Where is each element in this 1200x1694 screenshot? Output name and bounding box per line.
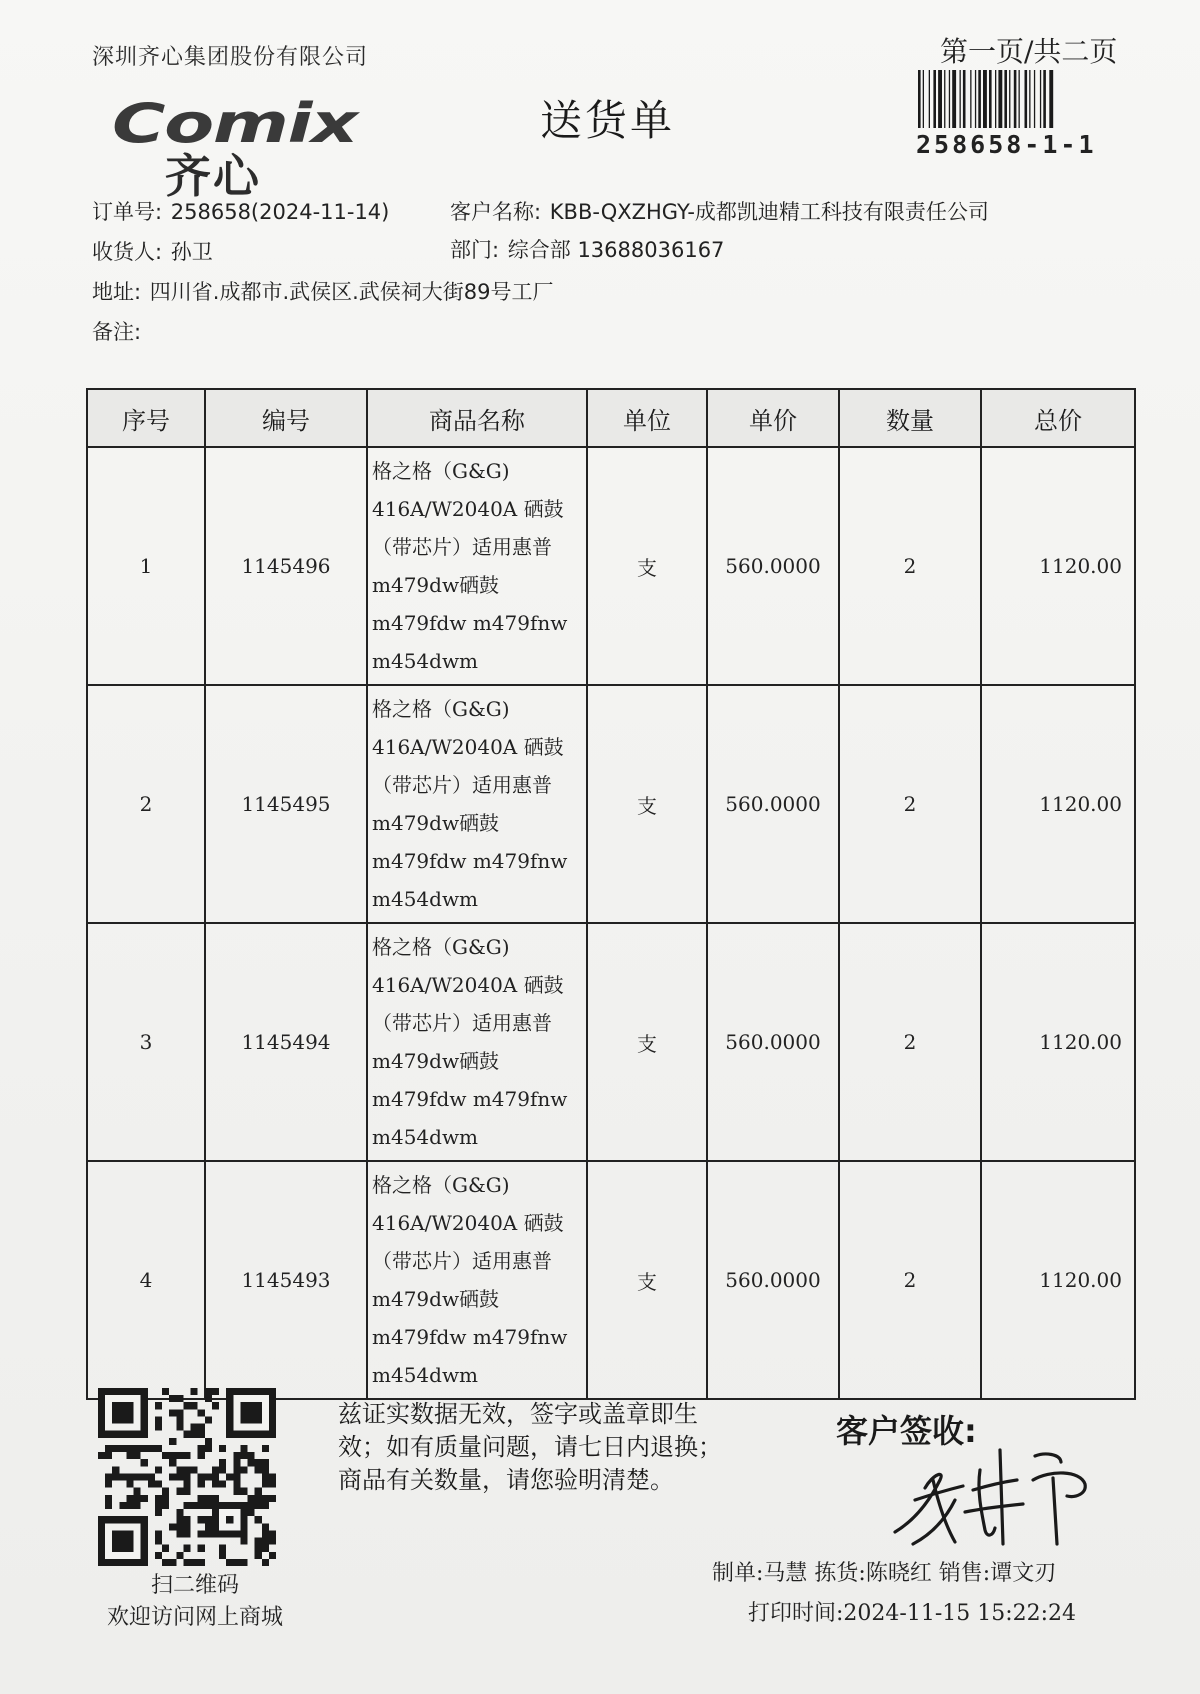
order-number-row — [92, 196, 389, 226]
page-indicator: 第一页/共二页 — [940, 35, 1118, 68]
cell-unit: 支 — [587, 447, 707, 685]
qr-caption-line2: 欢迎访问网上商城 — [106, 1605, 283, 1630]
cell-seq: 1 — [87, 447, 205, 685]
cell-product-name — [367, 923, 587, 1161]
brand-logo-chinese: 齐心 — [165, 149, 261, 203]
receiver-row — [92, 236, 213, 266]
table-row — [87, 685, 1135, 923]
product-name-line: （带芯片）适用惠普 — [372, 773, 552, 797]
document-title: 送货单 — [540, 96, 676, 145]
product-name-line: 格之格（G&G) — [372, 697, 510, 721]
product-name-line: 格之格（G&G) — [372, 1173, 510, 1197]
cell-code: 1145494 — [205, 923, 367, 1161]
header-unit-price: 单价 — [707, 389, 839, 447]
cell-quantity: 2 — [839, 447, 981, 685]
product-name-line: 416A/W2040A 硒鼓 — [372, 1211, 564, 1235]
company-name: 深圳齐心集团股份有限公司 — [92, 45, 369, 70]
cell-code: 1145496 — [205, 447, 367, 685]
product-name-line: （带芯片）适用惠普 — [372, 1249, 552, 1273]
product-name-line: m479dw硒鼓 — [372, 811, 500, 835]
address-label: 地址: — [92, 280, 142, 304]
cell-quantity: 2 — [839, 1161, 981, 1399]
product-name-line: m454dwm — [372, 1125, 479, 1149]
header-seq: 序号 — [87, 389, 205, 447]
cell-code: 1145495 — [205, 685, 367, 923]
remark-label: 备注: — [92, 320, 142, 344]
address-row — [92, 276, 554, 306]
department-row — [450, 234, 724, 264]
cell-unit-price: 560.0000 — [707, 1161, 839, 1399]
cell-seq: 4 — [87, 1161, 205, 1399]
header-product-name: 商品名称 — [367, 389, 587, 447]
product-name-line: 416A/W2040A 硒鼓 — [372, 735, 564, 759]
product-name-line: 格之格（G&G) — [372, 459, 510, 483]
cell-total: 1120.00 — [981, 1161, 1135, 1399]
remark-row — [92, 316, 141, 346]
header-code: 编号 — [205, 389, 367, 447]
receiver-label: 收货人: — [92, 240, 163, 264]
qr-caption-line1: 扫二维码 — [150, 1573, 239, 1598]
product-name-line: 416A/W2040A 硒鼓 — [372, 497, 564, 521]
department-label: 部门: — [450, 238, 500, 262]
table-row — [87, 923, 1135, 1161]
cell-unit: 支 — [587, 1161, 707, 1399]
cell-unit-price: 560.0000 — [707, 685, 839, 923]
qr-caption — [90, 1570, 300, 1634]
cell-seq: 2 — [87, 685, 205, 923]
table-header-row — [87, 389, 1135, 447]
cell-unit: 支 — [587, 923, 707, 1161]
product-name-line: m479dw硒鼓 — [372, 573, 500, 597]
product-name-line: （带芯片）适用惠普 — [372, 1011, 552, 1035]
items-table — [86, 388, 1136, 1400]
product-name-line: m454dwm — [372, 649, 479, 673]
cell-product-name — [367, 1161, 587, 1399]
receiver-value: 孙卫 — [170, 240, 213, 264]
handwritten-signature-icon — [885, 1440, 1095, 1550]
cell-total: 1120.00 — [981, 685, 1135, 923]
cell-unit-price: 560.0000 — [707, 923, 839, 1161]
cell-product-name — [367, 685, 587, 923]
cell-quantity: 2 — [839, 923, 981, 1161]
department-value: 综合部 13688036167 — [507, 238, 725, 262]
order-number-label: 订单号: — [92, 200, 163, 224]
cell-seq: 3 — [87, 923, 205, 1161]
product-name-line: m479fdw m479fnw — [372, 849, 568, 873]
table-row — [87, 447, 1135, 685]
order-number-value: 258658(2024-11-14) — [170, 200, 390, 224]
header-unit: 单位 — [587, 389, 707, 447]
cell-unit: 支 — [587, 685, 707, 923]
cell-code: 1145493 — [205, 1161, 367, 1399]
brand-logo-text: Comix — [112, 92, 357, 155]
product-name-line: m479fdw m479fnw — [372, 1087, 568, 1111]
product-name-line: m479fdw m479fnw — [372, 1325, 568, 1349]
product-name-line: （带芯片）适用惠普 — [372, 535, 552, 559]
qr-code-icon[interactable] — [98, 1388, 276, 1566]
print-time: 打印时间:2024-11-15 15:22:24 — [748, 1601, 1077, 1626]
product-name-line: m479dw硒鼓 — [372, 1049, 500, 1073]
barcode-icon — [916, 70, 1130, 128]
product-name-line: m479fdw m479fnw — [372, 611, 568, 635]
cell-total: 1120.00 — [981, 923, 1135, 1161]
notice-text: 兹证实数据无效，签字或盖章即生效；如有质量问题，请七日内退换；商品有关数量，请您验明清楚。 — [338, 1400, 722, 1494]
cell-quantity: 2 — [839, 685, 981, 923]
product-name-line: m479dw硒鼓 — [372, 1287, 500, 1311]
barcode-number: 258658-1-1 — [916, 130, 1097, 159]
product-name-line: 416A/W2040A 硒鼓 — [372, 973, 564, 997]
cell-product-name — [367, 447, 587, 685]
header-quantity: 数量 — [839, 389, 981, 447]
address-value: 四川省.成都市.武侯区.武侯祠大街89号工厂 — [149, 280, 554, 304]
product-name-line: m454dwm — [372, 887, 479, 911]
customer-label: 客户名称: — [450, 200, 542, 224]
product-name-line: m454dwm — [372, 1363, 479, 1387]
staff-line: 制单:马慧 拣货:陈晓红 销售:谭文刃 — [712, 1561, 1057, 1586]
customer-signature-label: 客户签收: — [836, 1412, 977, 1450]
product-name-line: 格之格（G&G) — [372, 935, 510, 959]
cell-total: 1120.00 — [981, 447, 1135, 685]
cell-unit-price: 560.0000 — [707, 447, 839, 685]
customer-row — [450, 196, 989, 226]
table-row — [87, 1161, 1135, 1399]
header-total: 总价 — [981, 389, 1135, 447]
customer-value: KBB-QXZHGY-成都凯迪精工科技有限责任公司 — [549, 200, 989, 224]
